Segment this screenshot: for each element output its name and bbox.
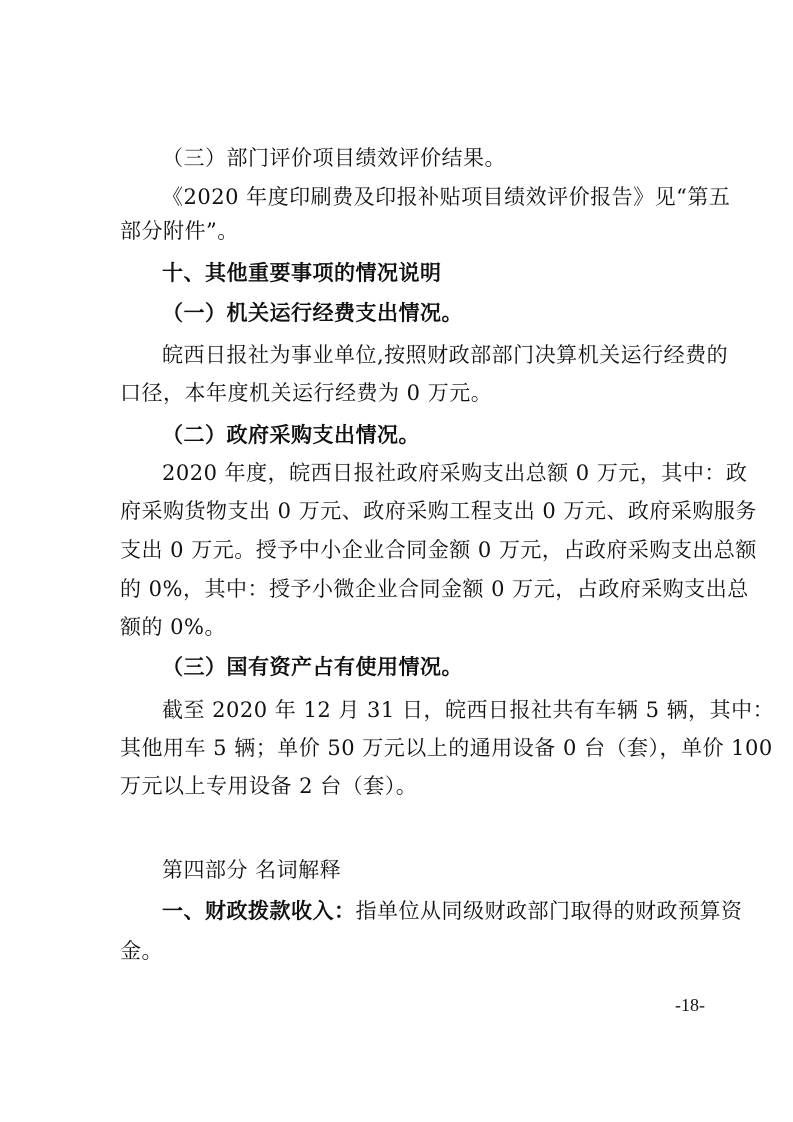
term1-text: 指单位从同级财政部门取得的财政预算资 bbox=[355, 899, 743, 923]
term1-line-1 bbox=[162, 896, 762, 926]
sub2-heading: （二）政府采购支出情况。 bbox=[162, 423, 420, 447]
sub1-heading: （一）机关运行经费支出情况。 bbox=[162, 301, 463, 325]
sub2-text-line-2: 府采购货物支出 0 万元、政府采购工程支出 0 万元、政府采购服务 bbox=[120, 499, 757, 523]
sub2-text-line-3: 支出 0 万元。授予中小企业合同金额 0 万元，占政府采购支出总额 bbox=[120, 538, 757, 562]
page-number: -18- bbox=[675, 995, 705, 1015]
part10-heading: 十、其他重要事项的情况说明 bbox=[162, 261, 442, 285]
sub1-text-line-2: 口径，本年度机关运行经费为 0 万元。 bbox=[120, 381, 493, 405]
section3-title: （三）部门评价项目绩效评价结果。 bbox=[162, 146, 506, 170]
sub1-text-line-1: 皖西日报社为事业单位,按照财政部部门决算机关运行经费的 bbox=[162, 343, 729, 367]
sub3-text-line-1: 截至 2020 年 12 月 31 日，皖西日报社共有车辆 5 辆，其中： bbox=[162, 698, 775, 722]
part4-heading: 第四部分 名词解释 bbox=[162, 858, 342, 882]
term1-line-2: 金。 bbox=[120, 939, 163, 963]
sub2-text-line-4: 的 0%，其中：授予小微企业合同金额 0 万元，占政府采购支出总 bbox=[120, 577, 749, 601]
section3-text-line-2: 部分附件”。 bbox=[120, 219, 239, 243]
term1-label: 一、财政拨款收入： bbox=[162, 899, 356, 923]
sub3-heading: （三）国有资产占有使用情况。 bbox=[162, 655, 463, 679]
sub3-text-line-2: 其他用车 5 辆；单价 50 万元以上的通用设备 0 台（套），单价 100 bbox=[120, 736, 773, 760]
section3-text-line-1: 《2020 年度印刷费及印报补贴项目绩效评价报告》见“第五 bbox=[162, 185, 731, 209]
sub3-text-line-3: 万元以上专用设备 2 台（套）。 bbox=[120, 774, 418, 798]
sub2-text-line-1: 2020 年度，皖西日报社政府采购支出总额 0 万元，其中：政 bbox=[162, 461, 748, 485]
sub2-text-line-5: 额的 0%。 bbox=[120, 615, 226, 639]
